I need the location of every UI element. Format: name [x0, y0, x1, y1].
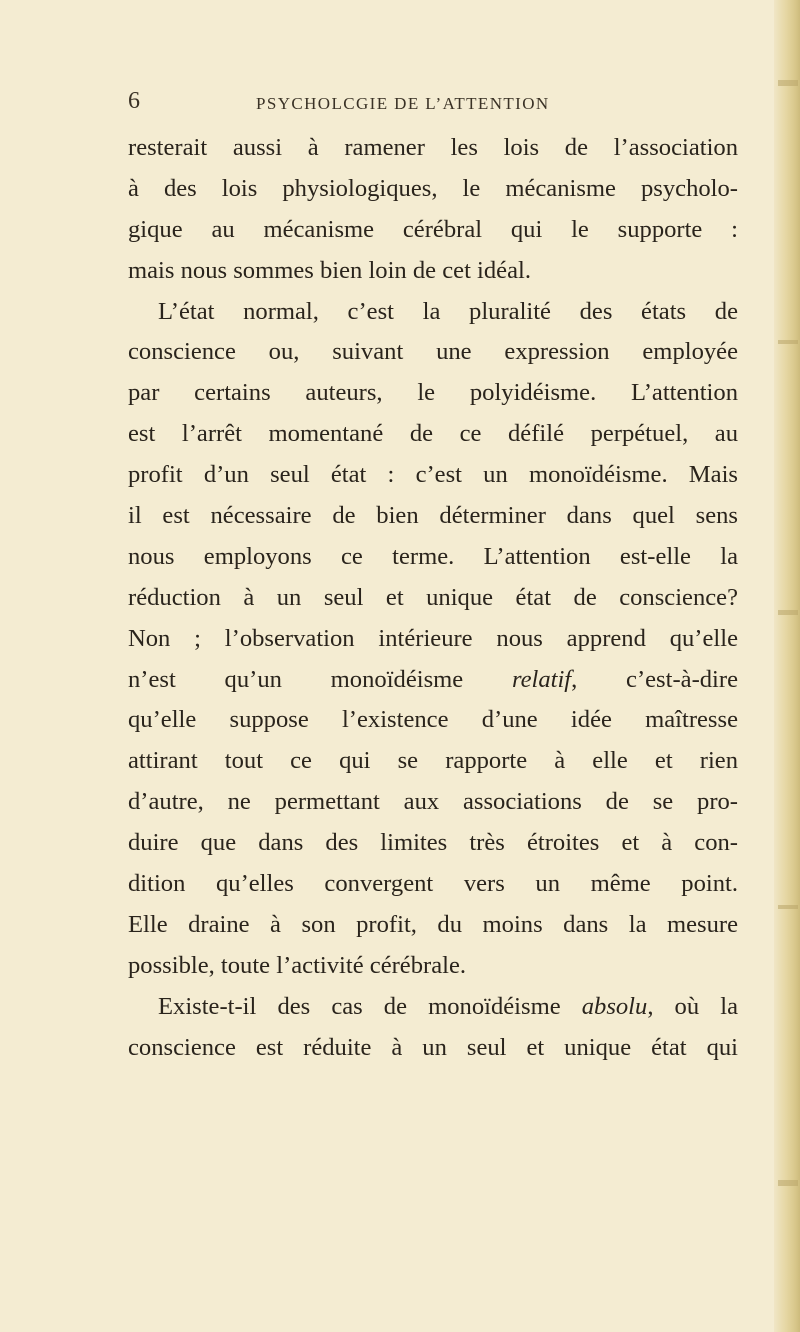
page-edge [774, 0, 800, 1332]
text-run: Existe-t-il des cas de monoïdéisme [158, 992, 582, 1020]
text-line: conscience ou, suivant une expression employée [128, 338, 738, 366]
page-number: 6 [128, 88, 141, 114]
text-line: réduction à un seul et unique état de conscience? [128, 583, 738, 611]
italic-term: absolu [581, 992, 648, 1020]
text-line: L’état normal, c’est la pluralité des états de [158, 297, 738, 325]
page-header [128, 88, 748, 124]
text-line: attirant tout ce qui se rapporte à elle et rien [128, 747, 738, 775]
text-line: conscience est réduite à un seul et unique état qui [128, 1033, 738, 1061]
text-line [128, 660, 738, 701]
text-line: resterait aussi à ramener les lois de l’association [128, 134, 738, 161]
text-run: n’est qu’un monoïdéisme [128, 665, 512, 693]
text-line: il est nécessaire de bien déterminer dans quel sens [128, 502, 738, 530]
text-line: duire que dans des limites très étroites et à con- [128, 829, 738, 857]
text-line: Non ; l’observation intérieure nous apprend qu’elle [128, 624, 738, 652]
text-line: est l’arrêt momentané de ce défilé perpétuel, au [128, 420, 738, 448]
italic-term: relatif [511, 665, 572, 693]
text-line: à des lois physiologiques, le mécanisme psycholo- [128, 174, 738, 202]
text-run: , où la [647, 992, 738, 1020]
text-line: qu’elle suppose l’existence d’une idée maîtresse [128, 706, 738, 734]
text-line: dition qu’elles convergent vers un même point. [128, 870, 738, 898]
text-line: par certains auteurs, le polyidéisme. L’attention [128, 379, 738, 407]
running-title: PSYCHOLCGIE DE L’ATTENTION [256, 94, 550, 113]
text-line: d’autre, ne permettant aux associations de se pro- [128, 788, 738, 816]
text-run: , c’est-à-dire [571, 665, 738, 693]
text-line: mais nous sommes bien loin de cet idéal. [128, 256, 531, 284]
text-line: nous employons ce terme. L’attention est-elle la [128, 542, 738, 570]
text-line: profit d’un seul état : c’est un monoïdéisme. Mais [128, 461, 738, 489]
text-line: Elle draine à son profit, du moins dans la mesure [128, 910, 738, 938]
text-line [128, 987, 738, 1028]
text-line: gique au mécanisme cérébral qui le supporte : [128, 215, 738, 243]
text-line: possible, toute l’activité cérébrale. [128, 951, 467, 979]
body-text [128, 128, 738, 1068]
